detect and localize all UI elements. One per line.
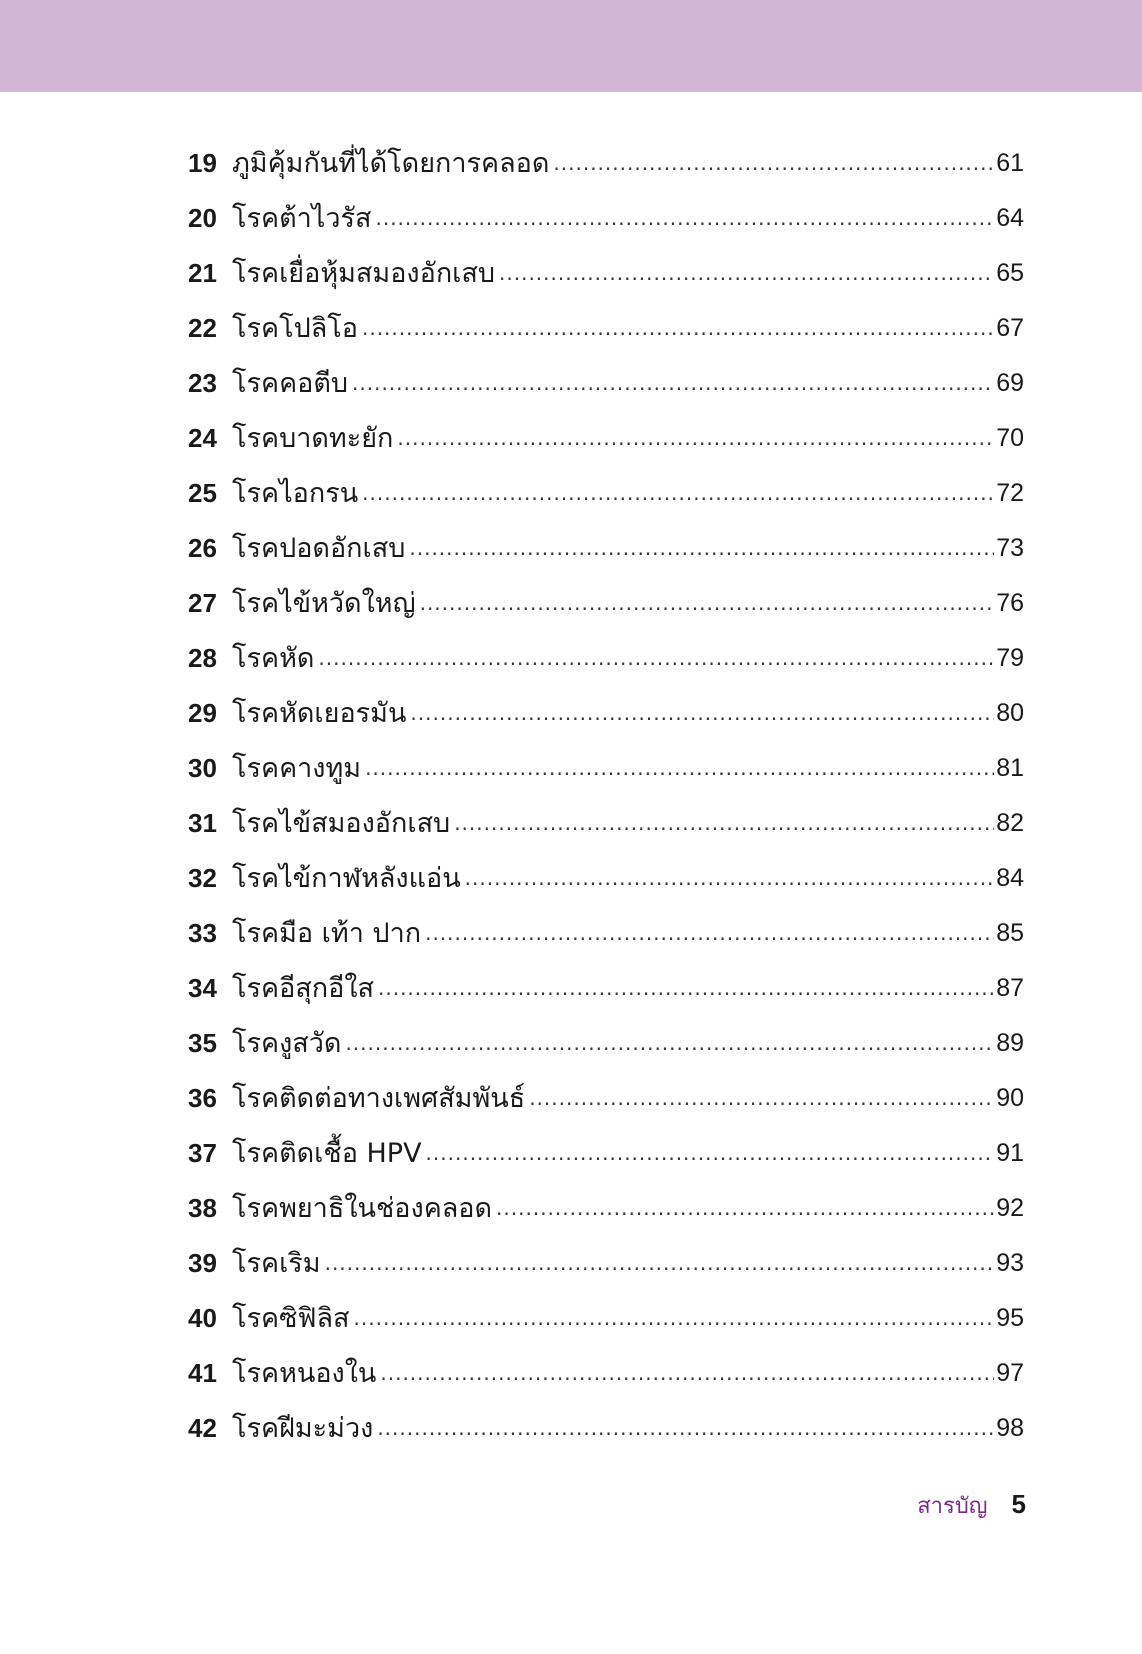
toc-page-number: 93 — [996, 1249, 1024, 1277]
toc-title: ภูมิคุ้มกันที่ได้โดยการคลอด — [232, 148, 550, 179]
toc-number: 31 — [188, 808, 217, 838]
toc-number: 40 — [188, 1303, 217, 1333]
dot-leader — [377, 1401, 994, 1456]
dot-leader — [365, 741, 994, 796]
toc-page-number: 87 — [996, 974, 1024, 1002]
toc-title: โรคพยาธิในช่องคลอด — [232, 1193, 493, 1224]
toc-title: โรคหนองใน — [232, 1358, 377, 1389]
dot-leader — [454, 796, 994, 851]
toc-number: 27 — [188, 588, 217, 618]
toc-number: 19 — [188, 148, 217, 178]
toc-page-number: 95 — [996, 1304, 1024, 1332]
toc-number: 25 — [188, 478, 217, 508]
toc-row[interactable] — [188, 411, 1024, 466]
toc-number: 20 — [188, 203, 217, 233]
header-band — [0, 0, 1142, 92]
toc-page-number: 80 — [996, 699, 1024, 727]
toc-title: โรคไข้กาฬหลังแอ่น — [232, 863, 461, 894]
page-number: 5 — [1011, 1489, 1026, 1519]
dot-leader — [420, 576, 995, 631]
toc-page-number: 91 — [996, 1139, 1024, 1167]
dot-leader — [409, 521, 994, 576]
dot-leader — [425, 906, 994, 961]
dot-leader — [410, 686, 994, 741]
toc-page-number: 64 — [996, 204, 1024, 232]
toc-number: 32 — [188, 863, 217, 893]
toc-row[interactable] — [188, 961, 1024, 1016]
toc-title: โรคคอตีบ — [232, 368, 349, 399]
toc-title: โรคเยื่อหุ้มสมองอักเสบ — [232, 258, 496, 289]
toc-page-number: 65 — [996, 259, 1024, 287]
dot-leader — [553, 136, 994, 191]
toc-number: 29 — [188, 698, 217, 728]
toc-number: 34 — [188, 973, 217, 1003]
toc-number: 26 — [188, 533, 217, 563]
dot-leader — [380, 1346, 994, 1401]
toc-title: โรคติดต่อทางเพศสัมพันธ์ — [232, 1083, 526, 1114]
toc-title: โรคไอกรน — [232, 478, 359, 509]
toc-number: 22 — [188, 313, 217, 343]
table-of-contents — [188, 136, 1024, 1456]
toc-title: โรคมือ เท้า ปาก — [232, 918, 422, 949]
toc-row[interactable] — [188, 576, 1024, 631]
dot-leader — [352, 356, 994, 411]
toc-number: 21 — [188, 258, 217, 288]
toc-page-number: 85 — [996, 919, 1024, 947]
toc-row[interactable] — [188, 741, 1024, 796]
toc-page-number: 81 — [996, 754, 1024, 782]
toc-number: 28 — [188, 643, 217, 673]
toc-number: 35 — [188, 1028, 217, 1058]
dot-leader — [362, 466, 994, 521]
dot-leader — [529, 1071, 994, 1126]
toc-row[interactable] — [188, 356, 1024, 411]
toc-number: 24 — [188, 423, 217, 453]
toc-row[interactable] — [188, 466, 1024, 521]
toc-row[interactable] — [188, 191, 1024, 246]
toc-row[interactable] — [188, 796, 1024, 851]
toc-page-number: 89 — [996, 1029, 1024, 1057]
toc-number: 23 — [188, 368, 217, 398]
toc-title: โรคติดเชื้อ HPV — [232, 1138, 422, 1169]
section-label: สารบัญ — [917, 1494, 988, 1519]
toc-title: โรคโปลิโอ — [232, 313, 358, 344]
toc-title: โรคปอดอักเสบ — [232, 533, 406, 564]
toc-row[interactable] — [188, 1236, 1024, 1291]
dot-leader — [362, 301, 994, 356]
toc-row[interactable] — [188, 851, 1024, 906]
toc-title: โรคไข้สมองอักเสบ — [232, 808, 451, 839]
toc-number: 39 — [188, 1248, 217, 1278]
toc-page-number: 69 — [996, 369, 1024, 397]
toc-row[interactable] — [188, 1401, 1024, 1456]
toc-row[interactable] — [188, 906, 1024, 961]
toc-title: โรคหัด — [232, 643, 315, 674]
toc-row[interactable] — [188, 686, 1024, 741]
toc-number: 30 — [188, 753, 217, 783]
page-footer — [917, 1488, 1026, 1523]
dot-leader — [354, 1291, 995, 1346]
toc-row[interactable] — [188, 1181, 1024, 1236]
toc-title: โรคอีสุกอีใส — [232, 973, 374, 1004]
toc-number: 33 — [188, 918, 217, 948]
dot-leader — [345, 1016, 994, 1071]
toc-number: 42 — [188, 1413, 217, 1443]
dot-leader — [465, 851, 995, 906]
toc-page-number: 97 — [996, 1359, 1024, 1387]
toc-page-number: 98 — [996, 1414, 1024, 1442]
toc-title: โรคหัดเยอรมัน — [232, 698, 407, 729]
toc-title: โรคงูสวัด — [232, 1028, 342, 1059]
toc-page-number: 82 — [996, 809, 1024, 837]
toc-page-number: 70 — [996, 424, 1024, 452]
toc-title: โรคซิฟิลิส — [232, 1303, 350, 1334]
toc-row[interactable] — [188, 1291, 1024, 1346]
dot-leader — [499, 246, 994, 301]
toc-page-number: 79 — [996, 644, 1024, 672]
toc-number: 41 — [188, 1358, 217, 1388]
dot-leader — [496, 1181, 994, 1236]
toc-page-number: 72 — [996, 479, 1024, 507]
toc-row[interactable] — [188, 1016, 1024, 1071]
dot-leader — [397, 411, 994, 466]
toc-page-number: 76 — [996, 589, 1024, 617]
toc-row[interactable] — [188, 1126, 1024, 1181]
toc-row[interactable] — [188, 246, 1024, 301]
toc-title: โรคเริม — [232, 1248, 321, 1279]
toc-number: 37 — [188, 1138, 217, 1168]
toc-title: โรคไข้หวัดใหญ่ — [232, 588, 416, 619]
toc-page-number: 67 — [996, 314, 1024, 342]
toc-row[interactable] — [188, 1346, 1024, 1401]
toc-title: โรคบาดทะยัก — [232, 423, 394, 454]
toc-number: 38 — [188, 1193, 217, 1223]
toc-title: โรคฝีมะม่วง — [232, 1413, 374, 1444]
toc-page-number: 92 — [996, 1194, 1024, 1222]
dot-leader — [325, 1236, 995, 1291]
dot-leader — [318, 631, 994, 686]
dot-leader — [426, 1126, 995, 1181]
dot-leader — [375, 191, 994, 246]
toc-row[interactable] — [188, 631, 1024, 686]
dot-leader — [378, 961, 994, 1016]
toc-page-number: 61 — [996, 149, 1024, 177]
toc-row[interactable] — [188, 301, 1024, 356]
toc-number: 36 — [188, 1083, 217, 1113]
toc-page-number: 84 — [996, 864, 1024, 892]
toc-title: โรคต้าไวรัส — [232, 203, 372, 234]
toc-row[interactable] — [188, 521, 1024, 576]
toc-row[interactable] — [188, 1071, 1024, 1126]
toc-title: โรคคางทูม — [232, 753, 362, 784]
toc-page-number: 73 — [996, 534, 1024, 562]
toc-row[interactable] — [188, 136, 1024, 191]
toc-page-number: 90 — [996, 1084, 1024, 1112]
